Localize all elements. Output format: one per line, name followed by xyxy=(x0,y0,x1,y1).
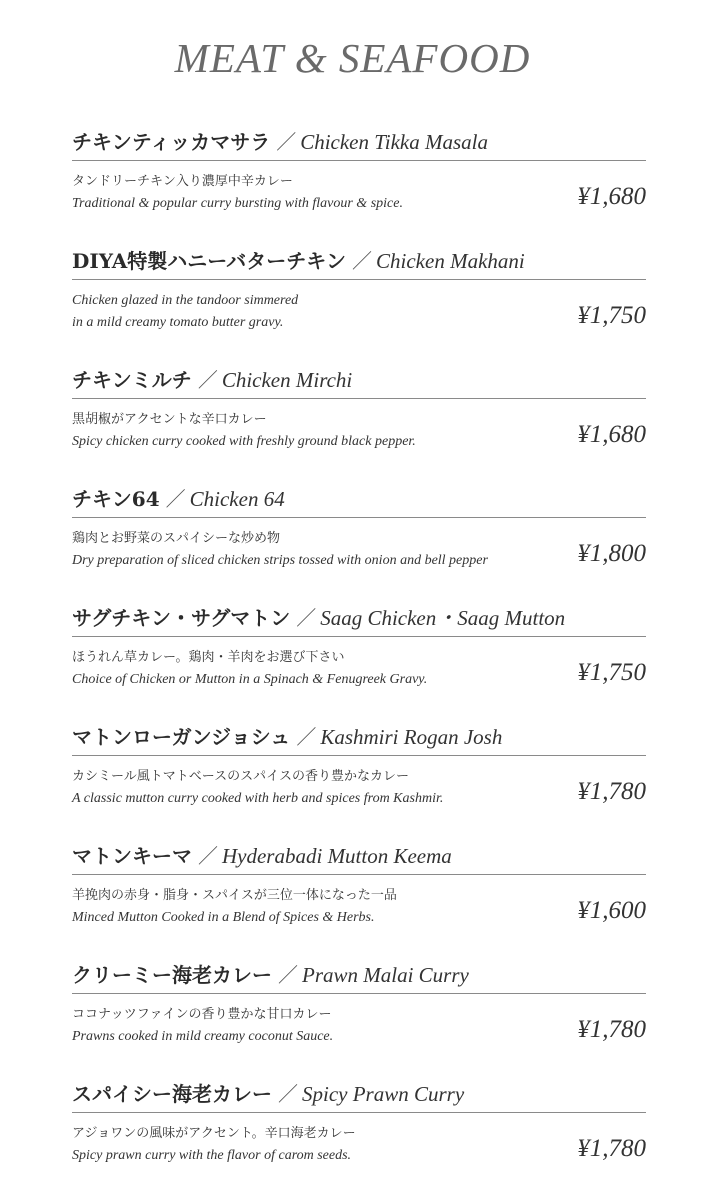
item-name xyxy=(72,241,646,277)
item-name-en: Prawn Malai Curry xyxy=(302,963,469,987)
item-price: ¥1,750 xyxy=(577,302,646,329)
name-separator: ／ xyxy=(165,487,186,511)
item-price: ¥1,780 xyxy=(577,1135,646,1162)
item-name xyxy=(72,122,646,158)
item-description-ja: 羊挽肉の赤身・脂身・スパイスが三位一体になった一品 xyxy=(72,888,397,903)
item-description-en: A classic mutton curry cooked with herb and spices from Kashmir. xyxy=(72,791,444,806)
name-separator: ／ xyxy=(197,368,218,392)
item-body xyxy=(72,637,646,709)
page-title: MEAT & SEAFOOD xyxy=(174,35,531,81)
name-separator: ／ xyxy=(278,1082,298,1106)
item-name-en: Kashmiri Rogan Josh xyxy=(320,725,503,749)
item-body xyxy=(72,518,646,590)
item-price: ¥1,680 xyxy=(577,421,646,448)
item-name-en: Chicken Mirchi xyxy=(221,368,353,392)
menu-item xyxy=(72,717,646,836)
item-name-ja: サグチキン・サグマトン xyxy=(72,606,291,630)
menu-item xyxy=(72,598,646,717)
menu-item xyxy=(72,955,646,1074)
item-name-ja: スパイシー海老カレー xyxy=(72,1082,272,1106)
item-name xyxy=(72,955,646,991)
item-description-ja: 黒胡椒がアクセントな辛口カレー xyxy=(72,412,267,427)
name-separator: ／ xyxy=(352,249,373,273)
item-description-ja: カシミール風トマトベースのスパイスの香り豊かなカレー xyxy=(72,769,409,784)
item-name-en: Hyderabadi Mutton Keema xyxy=(222,844,452,868)
menu-item xyxy=(72,836,646,955)
item-name xyxy=(72,836,646,872)
item-price: ¥1,780 xyxy=(577,1016,646,1043)
item-price: ¥1,600 xyxy=(577,897,646,924)
item-description-ja: 鶏肉とお野菜のスパイシーな炒め物 xyxy=(72,531,281,546)
menu-list xyxy=(72,122,646,1193)
item-body xyxy=(72,161,646,233)
item-name-ja: マトンキーマ xyxy=(72,844,192,868)
item-price: ¥1,680 xyxy=(577,183,646,210)
menu-item xyxy=(72,360,646,479)
item-name-ja: チキン64 xyxy=(72,487,160,511)
item-name xyxy=(72,1074,646,1110)
item-name xyxy=(72,717,646,753)
item-description-en: Prawns cooked in mild creamy coconut Sauce. xyxy=(72,1029,334,1044)
item-name-en: Spicy Prawn Curry xyxy=(302,1082,465,1106)
item-name-en: Chicken Tikka Masala xyxy=(300,130,489,154)
item-name-ja: マトンローガンジョシュ xyxy=(72,725,291,749)
item-name-en: Chicken Makhani xyxy=(376,249,525,273)
name-separator: ／ xyxy=(296,725,317,749)
item-name-ja: DIYA特製ハニーバターチキン xyxy=(72,249,347,273)
item-description-en: Minced Mutton Cooked in a Blend of Spices & Herbs. xyxy=(72,910,375,925)
item-description-ja: ココナッツファインの香り豊かな甘口カレー xyxy=(72,1007,332,1022)
item-description-en: Chicken glazed in the tandoor simmered xyxy=(72,293,299,308)
item-body xyxy=(72,1113,646,1185)
item-name-en: Saag Chicken・Saag Mutton xyxy=(320,606,566,630)
item-body xyxy=(72,994,646,1066)
item-body xyxy=(72,280,646,352)
item-name-ja: クリーミー海老カレー xyxy=(72,963,272,987)
item-name-ja: チキンミルチ xyxy=(72,368,192,392)
item-body xyxy=(72,399,646,471)
menu-item xyxy=(72,122,646,241)
item-description-ja: ほうれん草カレー。鶏肉・羊肉をお選び下さい xyxy=(72,650,345,665)
item-price: ¥1,750 xyxy=(577,659,646,686)
item-body xyxy=(72,875,646,947)
item-price: ¥1,800 xyxy=(577,540,646,567)
item-price: ¥1,780 xyxy=(577,778,646,805)
name-separator: ／ xyxy=(278,963,298,987)
item-description-en: in a mild creamy tomato butter gravy. xyxy=(72,315,284,330)
name-separator: ／ xyxy=(276,130,297,154)
item-description-ja: タンドリーチキン入り濃厚中辛カレー xyxy=(72,174,293,189)
name-separator: ／ xyxy=(296,606,317,630)
item-description-en: Spicy prawn curry with the flavor of carom seeds. xyxy=(72,1148,352,1163)
name-separator: ／ xyxy=(198,844,218,868)
item-name-ja: チキンティッカマサラ xyxy=(72,130,271,154)
item-description-en: Choice of Chicken or Mutton in a Spinach & Fenugreek Gravy. xyxy=(72,672,428,687)
item-name xyxy=(72,360,646,396)
menu-item xyxy=(72,241,646,360)
item-name-en: Chicken 64 xyxy=(189,487,285,511)
item-description-en: Dry preparation of sliced chicken strips tossed with onion and bell pepper xyxy=(72,553,488,568)
item-body xyxy=(72,756,646,828)
menu-item xyxy=(72,1074,646,1193)
item-name xyxy=(72,479,646,515)
item-name xyxy=(72,598,646,634)
item-description-en: Spicy chicken curry cooked with freshly ground black pepper. xyxy=(72,434,416,449)
item-description-ja: アジョワンの風味がアクセント。辛口海老カレー xyxy=(72,1126,356,1141)
item-description-en: Traditional & popular curry bursting with flavour & spice. xyxy=(72,196,403,211)
menu-item xyxy=(72,479,646,598)
